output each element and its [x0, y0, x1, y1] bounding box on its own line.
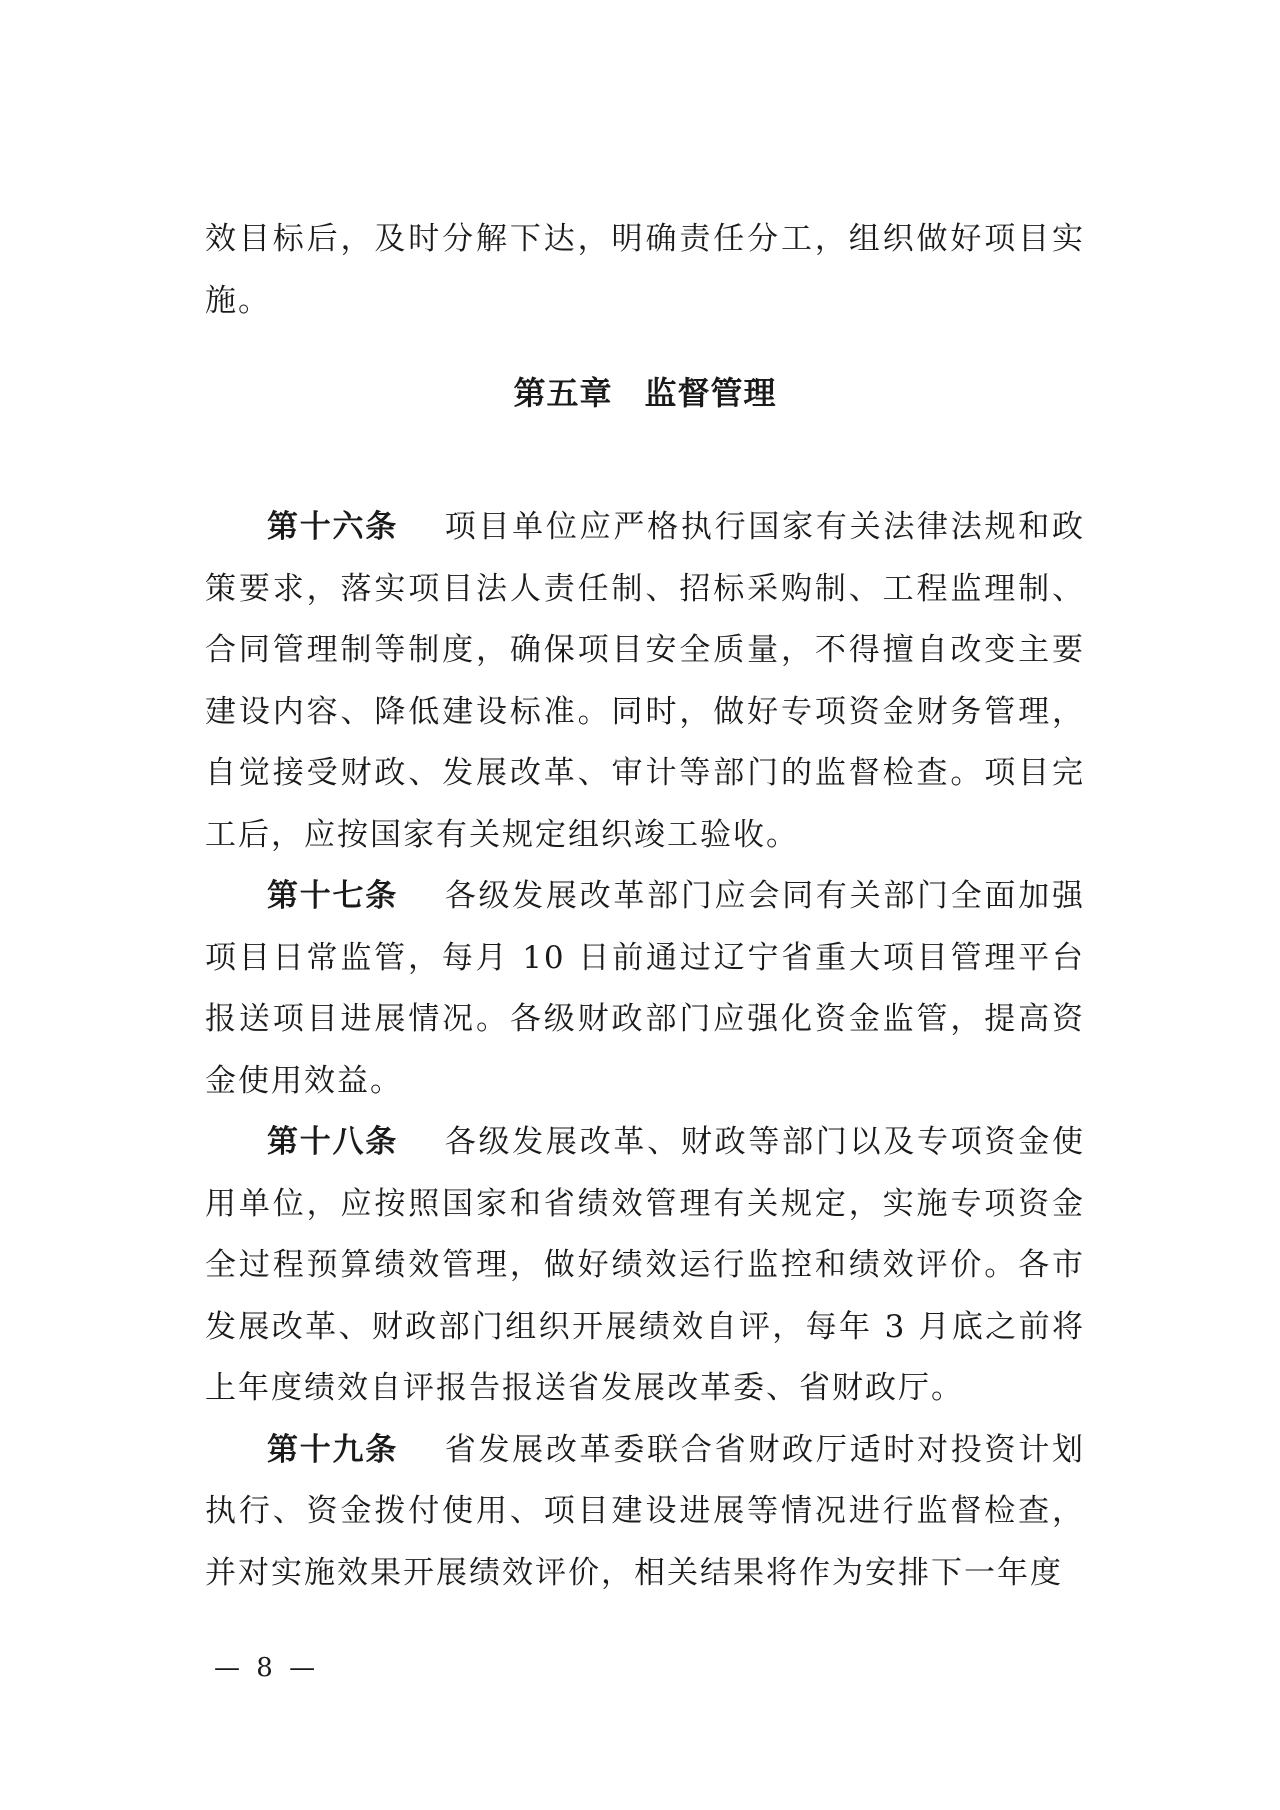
page-number: — 8 — [214, 1653, 320, 1683]
article-16 [205, 497, 1085, 866]
continuation-paragraph: 效目标后，及时分解下达，明确责任分工，组织做好项目实施。 [205, 221, 1085, 319]
article-number: 第十八条 [267, 1124, 398, 1160]
article-text: 项目单位应严格执行国家有关法律法规和政策要求，落实项目法人责任制、招标采购制、工程监理制、合同管理制等制度，确保项目安全质量，不得擅自改变主要建设内容、降低建设标准。同时，做好专项资金财务管理，自觉接受财政、发展改革、审计等部门的监督检查。项目完工后，应按国家有关规定组织竣工验收。 [205, 509, 1086, 853]
chapter-heading [205, 368, 1085, 414]
article-19 [205, 1420, 1085, 1605]
article-list [205, 497, 1085, 1604]
article-18 [205, 1112, 1085, 1420]
article-text: 各级发展改革部门应会同有关部门全面加强项目日常监管，每月 10 日前通过辽宁省重大项目管理平台报送项目进展情况。各级财政部门应强化资金监管，提高资金使用效益。 [205, 878, 1086, 1099]
chapter-number: 第五章 [513, 374, 613, 412]
article-text: 各级发展改革、财政等部门以及专项资金使用单位，应按照国家和省绩效管理有关规定，实施专项资金全过程预算绩效管理，做好绩效运行监控和绩效评价。各市发展改革、财政部门组织开展绩效自评，每年 3 月底之前将上年度绩效自评报告报送省发展改革委、省财政厅。 [205, 1124, 1086, 1406]
article-number: 第十九条 [267, 1431, 398, 1468]
article-number: 第十七条 [267, 878, 398, 914]
article-text: 省发展改革委联合省财政厅适时对投资计划执行、资金拨付使用、项目建设进展等情况进行监督检查，并对实施效果开展绩效评价，相关结果将作为安排下一年度 [205, 1431, 1086, 1591]
article-number: 第十六条 [267, 509, 398, 545]
article-17 [205, 866, 1085, 1112]
chapter-title: 监督管理 [644, 374, 777, 412]
